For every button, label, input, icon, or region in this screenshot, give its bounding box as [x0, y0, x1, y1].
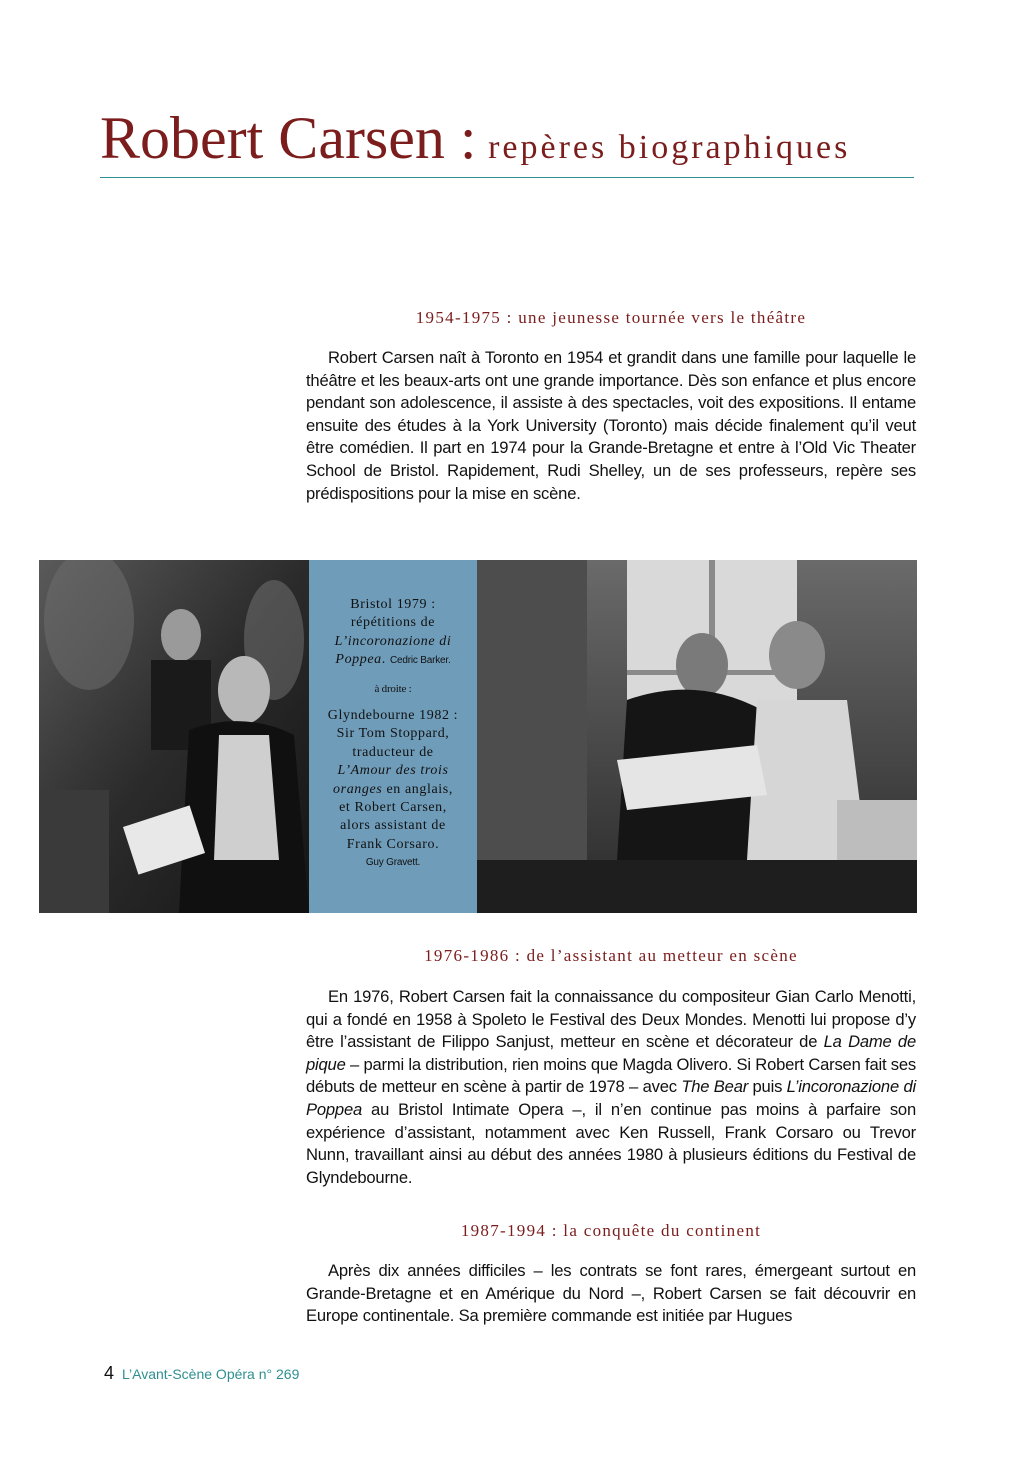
page-number: 4 — [104, 1363, 115, 1383]
caption-line: Bristol 1979 : — [350, 597, 436, 612]
caption-work-title: L’Amour des trois — [337, 763, 449, 779]
caption-line: et Robert Carsen, — [339, 800, 447, 816]
paragraph-1976: En 1976, Robert Carsen fait la connaissance du compositeur Gian Carlo Menotti, qui a fondé en 1958 à Spoleto le Festival des Deux Mondes. Menotti lui propose d’y être l’assistant de Filippo Sanjust, metteur en scène et décorateur de La Dame de pique – parmi la distribution, rien moins que Magda Olivero. Si Robert Carsen fait ses débuts de metteur en scène à partir de 1978 – avec The Bear puis L’incoronazione di Poppea au Bristol Intimate Opera –, il n’en continue pas moins à parfaire son expérience d’assistant, notamment avec Ken Russell, Frank Corsaro ou Trevor Nunn, travaillant ainsi au début des années 1980 à plusieurs éditions du Festival de Glyndebourne. — [306, 987, 916, 1187]
title-main: Robert Carsen : — [100, 105, 477, 171]
caption-work-title: oranges — [333, 781, 383, 797]
caption-line: traducteur de — [352, 744, 434, 760]
page-title — [100, 105, 851, 171]
publication-name: L’Avant-Scène Opéra n° 269 — [122, 1366, 300, 1382]
caption-line: Sir Tom Stoppard, — [336, 726, 450, 742]
caption-work-title: Poppea — [335, 652, 382, 668]
paragraph-1987: Après dix années difficiles – les contrats se font rares, émergeant surtout en Grande-Bretagne et en Amérique du Nord –, Robert Carsen se fait découvrir en Europe continentale. Sa première commande est initiée par Hugues — [306, 1261, 916, 1326]
paragraph-1954: Robert Carsen naît à Toronto en 1954 et grandit dans une famille pour laquelle le théâtre et les beaux-arts ont une grande importance. Dès son enfance et plus encore pendant son adolescence, il assiste à des spectacles, voit des expositions. Il entame ensuite des études à la York University (Toronto) mais décide finalement qu’il veut être comédien. Il part en 1974 pour la Grande-Bretagne et entre à l’Old Vic Theater School de Bristol. Rapidement, Rudi Shelley, un de ses professeurs, repère ses prédispositions pour la mise en scène. — [306, 348, 916, 503]
photo-credit: Guy Gravett. — [365, 857, 421, 869]
title-subtitle: repères biographiques — [476, 129, 851, 166]
caption-right-label: à droite : — [374, 682, 412, 695]
work-title-the-bear: The Bear — [681, 1077, 749, 1097]
work-title-dame-de-pique: La Dame de pique — [306, 1032, 916, 1074]
caption-line: Frank Corsaro. — [346, 836, 440, 852]
caption-line: alors assistant de — [340, 818, 446, 834]
work-title-poppea: L’incoronazione di Poppea — [306, 1077, 916, 1119]
title-rule — [100, 177, 914, 178]
page-footer — [104, 1363, 299, 1384]
caption-line: en anglais, — [386, 781, 453, 797]
caption-line: répétitions de — [350, 615, 436, 631]
photo-glyndebourne-1982 — [477, 560, 917, 913]
section-heading-1976: 1976-1986 : de l’assistant au metteur en scène — [424, 946, 798, 965]
section-heading-1954: 1954-1975 : une jeunesse tournée vers le théâtre — [415, 308, 807, 327]
caption-work-title: L’incoronazione di — [334, 633, 452, 649]
photo-band — [39, 560, 917, 913]
section-heading-1987: 1987-1994 : la conquête du continent — [460, 1221, 762, 1240]
photo-bristol-1979 — [39, 560, 309, 913]
photo-caption: Bristol 1979 : répétitions de L’incoronazione di Poppea. Cedric Barker. à droite : Glyndebourne 1982 : Sir Tom Stoppard, traducteur de L’Amour des trois oranges en anglais, et Robert Carsen, alors assistant de Frank Corsaro. Guy Gravett. — [309, 560, 477, 913]
photo-credit: Cedric Barker. — [390, 655, 451, 667]
caption-line: Glyndebourne 1982 : — [327, 708, 459, 724]
